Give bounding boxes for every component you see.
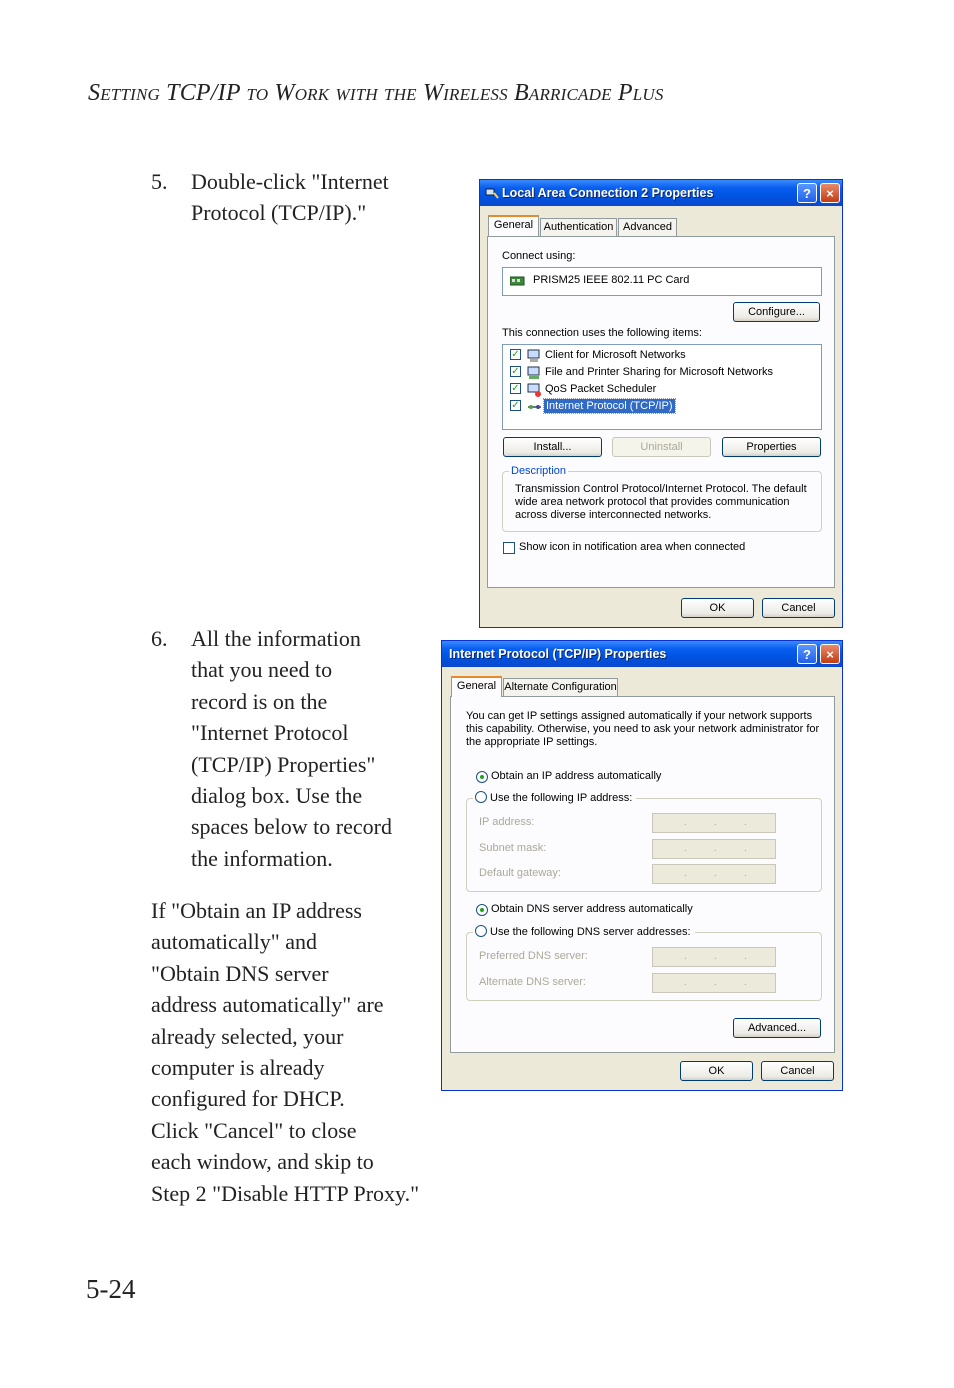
tab-general[interactable]: General — [451, 676, 502, 697]
description-label: Description — [511, 465, 567, 477]
paragraph-line: address automatically" are — [151, 992, 384, 1018]
show-icon-checkbox[interactable] — [503, 542, 515, 554]
dhcp-paragraph — [151, 895, 441, 1209]
preferred-dns-field[interactable] — [652, 947, 776, 967]
use-following-dns-label: Use the following DNS server addresses: — [490, 926, 691, 938]
item-checkbox[interactable]: ✓ — [511, 400, 520, 411]
step-line: Double-click "Internet — [191, 169, 389, 194]
paragraph-line: Step 2 "Disable HTTP Proxy." — [151, 1180, 420, 1206]
use-following-dns-option[interactable] — [473, 925, 695, 938]
use-following-ip-option[interactable] — [473, 791, 636, 804]
paragraph-line: "Obtain DNS server — [151, 960, 329, 986]
ok-button[interactable]: OK — [680, 1061, 753, 1081]
step-number: 6. — [151, 626, 168, 651]
page-number: 5-24 — [86, 1274, 136, 1304]
step-line: record is on the — [191, 688, 328, 714]
tab-advanced[interactable]: Advanced — [618, 218, 677, 236]
subnet-mask-label: Subnet mask: — [479, 842, 547, 854]
list-item-selected[interactable] — [503, 400, 803, 416]
item-label: QoS Packet Scheduler — [545, 383, 657, 395]
intro-line: this capability. Otherwise, you need to ask your network administrator for — [466, 723, 820, 735]
file-printer-sharing-icon — [527, 366, 542, 380]
step-line: Protocol (TCP/IP)." — [191, 200, 367, 226]
step-line: the information. — [191, 845, 333, 871]
paragraph-line: Click "Cancel" to close — [151, 1117, 357, 1143]
description-line: across diverse interconnected networks. — [515, 509, 712, 521]
paragraph-line: already selected, your — [151, 1023, 344, 1049]
obtain-ip-auto-radio[interactable] — [476, 771, 488, 783]
ip-dot: . — [684, 817, 687, 828]
alternate-dns-label: Alternate DNS server: — [479, 976, 586, 988]
obtain-dns-auto-label: Obtain DNS server address automatically — [491, 903, 693, 915]
step-text — [191, 166, 389, 229]
ip-dot: . — [744, 843, 747, 854]
ip-dot: . — [684, 868, 687, 879]
tab-general[interactable]: General — [488, 215, 539, 236]
ip-dot: . — [714, 977, 717, 988]
paragraph-line: If "Obtain an IP address — [151, 898, 362, 923]
ip-dot: . — [744, 817, 747, 828]
paragraph-line: computer is already — [151, 1055, 325, 1081]
paragraph-line: automatically" and — [151, 929, 317, 955]
intro-line: the appropriate IP settings. — [466, 736, 598, 748]
step-line: (TCP/IP) Properties" — [191, 751, 376, 777]
close-button[interactable]: × — [820, 644, 840, 664]
protocol-icon — [527, 401, 542, 413]
list-item[interactable] — [503, 383, 803, 399]
ip-address-label: IP address: — [479, 816, 535, 828]
uninstall-button[interactable]: Uninstall — [612, 437, 711, 457]
item-checkbox[interactable]: ✓ — [511, 349, 520, 360]
dialog-title: Internet Protocol (TCP/IP) Properties — [449, 647, 667, 661]
static-dns-group — [466, 926, 822, 1001]
components-list — [502, 344, 822, 430]
step-line: spaces below to record — [191, 814, 392, 840]
tab-authentication[interactable]: Authentication — [540, 218, 617, 236]
ip-dot: . — [714, 868, 717, 879]
adapter-field — [502, 267, 822, 296]
cancel-button[interactable]: Cancel — [761, 1061, 834, 1081]
item-label: File and Printer Sharing for Microsoft Networks — [545, 366, 774, 378]
ip-dot: . — [714, 843, 717, 854]
use-following-ip-radio[interactable] — [475, 791, 487, 803]
general-panel — [487, 236, 835, 588]
ip-dot: . — [744, 977, 747, 988]
step-line: that you need to — [191, 657, 333, 683]
ip-dot: . — [684, 951, 687, 962]
connect-using-label: Connect using: — [502, 250, 576, 262]
step-line: All the information — [191, 626, 361, 651]
preferred-dns-label: Preferred DNS server: — [479, 950, 588, 962]
obtain-ip-auto-label: Obtain an IP address automatically — [491, 770, 662, 782]
install-button[interactable]: Install... — [503, 437, 602, 457]
default-gateway-label: Default gateway: — [479, 867, 561, 879]
list-item[interactable] — [503, 366, 803, 382]
help-button[interactable]: ? — [797, 183, 817, 203]
local-area-connection-dialog — [479, 179, 843, 628]
ip-dot: . — [714, 951, 717, 962]
paragraph-line: each window, and skip to — [151, 1149, 374, 1175]
network-connection-icon — [485, 186, 499, 200]
step-line: dialog box. Use the — [191, 783, 363, 809]
adapter-name: PRISM25 IEEE 802.11 PC Card — [533, 274, 690, 286]
alternate-dns-field[interactable] — [652, 973, 776, 993]
tab-alternate-configuration[interactable]: Alternate Configuration — [503, 678, 618, 696]
configure-button[interactable]: Configure... — [733, 302, 820, 322]
static-ip-group — [466, 792, 822, 892]
show-icon-label: Show icon in notification area when connected — [519, 541, 746, 553]
obtain-dns-auto-radio[interactable] — [476, 904, 488, 916]
step-number: 5. — [151, 169, 168, 194]
list-item[interactable] — [503, 349, 803, 365]
ok-button[interactable]: OK — [681, 598, 754, 618]
step-line: "Internet Protocol — [191, 720, 349, 746]
qos-scheduler-icon — [527, 383, 542, 397]
help-button[interactable]: ? — [797, 644, 817, 664]
use-following-ip-label: Use the following IP address: — [490, 792, 633, 804]
default-gateway-field[interactable] — [652, 864, 776, 884]
title-bar[interactable] — [480, 180, 842, 206]
close-button[interactable]: × — [820, 183, 840, 203]
tcpip-properties-dialog — [441, 640, 843, 1091]
dialog-title: Local Area Connection 2 Properties — [502, 186, 714, 200]
items-label: This connection uses the following items: — [502, 327, 702, 339]
use-following-dns-radio[interactable] — [475, 925, 487, 937]
advanced-button[interactable]: Advanced... — [733, 1018, 821, 1038]
network-card-icon — [510, 275, 526, 287]
subnet-mask-field[interactable] — [652, 839, 776, 859]
description-group — [502, 465, 822, 532]
step-5 — [151, 166, 431, 230]
ip-address-field[interactable] — [652, 813, 776, 833]
title-bar[interactable] — [442, 641, 842, 667]
item-label: Client for Microsoft Networks — [545, 349, 686, 361]
item-checkbox[interactable]: ✓ — [511, 383, 520, 394]
ip-dot: . — [684, 977, 687, 988]
description-line: wide area network protocol that provides communication — [515, 496, 790, 508]
paragraph-line: configured for DHCP. — [151, 1086, 345, 1112]
ip-dot: . — [744, 868, 747, 879]
ip-dot: . — [684, 843, 687, 854]
description-line: Transmission Control Protocol/Internet Protocol. The default — [515, 483, 807, 495]
running-header: Setting TCP/IP to Work with the Wireless Barricade Plus — [88, 80, 664, 106]
network-client-icon — [527, 349, 542, 363]
item-label: Internet Protocol (TCP/IP) — [546, 400, 673, 412]
general-panel — [450, 696, 835, 1053]
step-text — [191, 623, 392, 874]
cancel-button[interactable]: Cancel — [762, 598, 835, 618]
intro-line: You can get IP settings assigned automatically if your network supports — [466, 710, 813, 722]
ip-dot: . — [744, 951, 747, 962]
step-6 — [151, 623, 431, 875]
properties-button[interactable]: Properties — [722, 437, 821, 457]
item-checkbox[interactable]: ✓ — [511, 366, 520, 377]
ip-dot: . — [714, 817, 717, 828]
